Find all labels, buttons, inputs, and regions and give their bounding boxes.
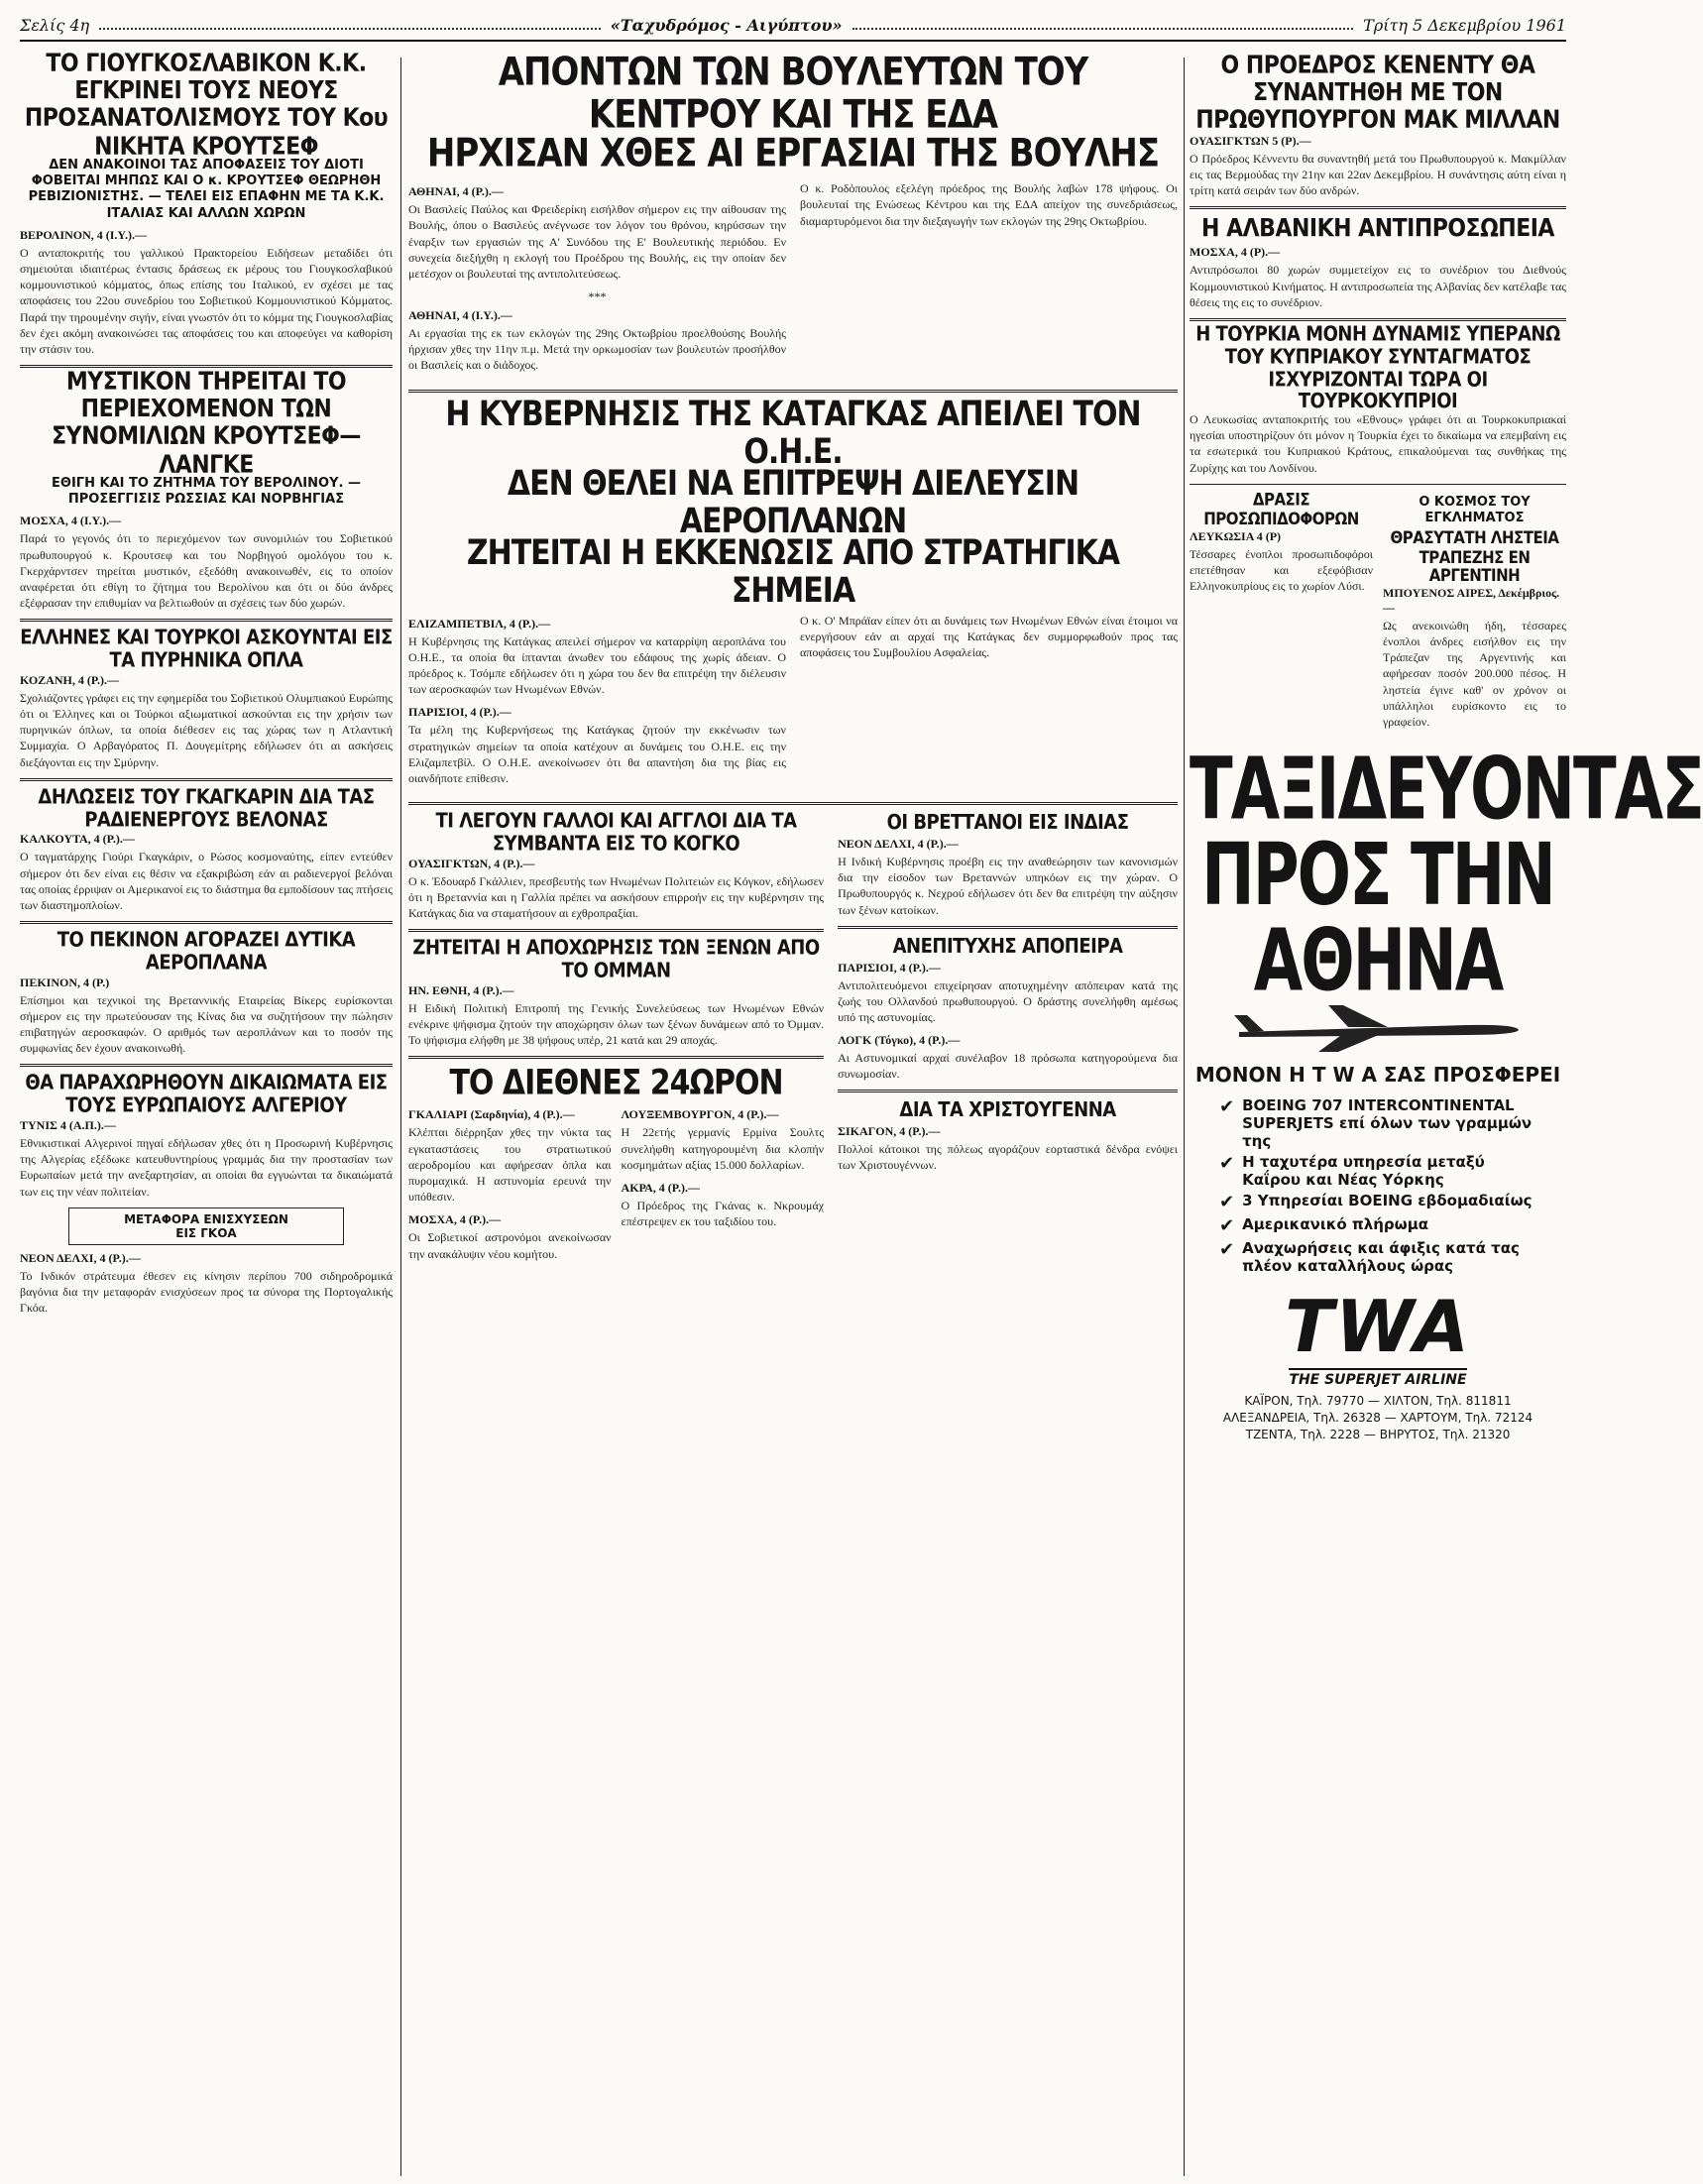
article-body: Αι εργασίαι της εκ των εκλογών της 29ης Οκτωβρίου προελθούσης Βουλής ήρχισαν χθες την 11ην π.μ. Μετά την ορκωμοσίαν των βουλευτών προσήλθον οι Βασιλείς και ο διάδοχος. [408,326,786,373]
dateline: ΟΥΑΣΙΓΚΤΩΝ 5 (Ρ).— [1190,133,1311,148]
article-body: Σχολιάζοντες γράφει εις την εφημερίδα του Σοβιετικού Ολυμπιακού Ευρώπης ότι οι Έλληνες και οι Τούρκοι αξιωματικοί ασκούνται εις την χρήσιν των πυρηνικών όπλων, τα οποία διέθεσεν εις τας χώρας των η Ατλαντική Συμμαχία. Ο Αρβαγόρατος Π. Δουγεμίτρης εδήλωσεν ότι αι ασκήσεις διεξάγονται εις την Σμύρνην. [20,690,393,769]
ad-feature-text: Η ταχυτέρα υπηρεσία μεταξύ Καΐρου και Νέας Υόρκης [1242,1153,1485,1190]
article-body: Ο Πρόεδρος της Γκάνας κ. Νκρουμάχ επέστρεψεν εκ του ταξιδίου του. [621,1199,825,1229]
article-body: Τέσσαρες ένοπλοι προσωπιδοφόροι επετέθησαν και εξεφόβισαν Ελληνοκυπρίους εις το χωρίον Λύσι. [1190,546,1373,594]
page-number: Σελίς 4η [20,15,90,35]
dateline: ΛΟΥΞΕΜΒΟΥΡΓΟΝ, 4 (Ρ.).— [621,1107,779,1122]
article-body: Εθνικιστικαί Αλγερινοί πηγαί εδήλωσαν χθες ότι η Προσωρινή Κυβέρνησις της Αλγερίας εξέδωκε κατευθυντηρίους γραμμάς δια την προστασίαν των Ευρωπαίων μετά την ανεξαρτησίαν, αι οποίαι θα εγγυώνται τα δικαιώματά των εις την νέαν πολιτείαν. [20,1136,393,1199]
box-line: ΜΕΤΑΦΟΡΑ ΕΝΙΣΧΥΣΕΩΝ [124,1211,288,1226]
divider [1190,206,1566,209]
article-body: Οι Βασιλείς Παύλος και Φρειδερίκη εισήλθον σήμερον εις την αίθουσαν της Βουλής, όπου ο Βασιλεύς ανέγνωσε τον λόγον του θρόνου, κηρύσσων την έναρξιν των εργασιών της Α' Συνόδου της Ε' Βουλευτικής περιόδου. Εν συνεχεία διεξήχθη η εκλογή του Προέδρου της Βουλής, εις την οποίαν δεν μετέσχον οι βουλευταί της αντιπολιτεύσεως. [408,202,786,281]
col4-split [1190,489,1566,738]
divider [20,1064,393,1067]
article-body: Αντιπολιτευόμενοι επιχείρησαν αποτυχημένην απόπειραν κατά της ζωής του Ολλανδού πρωθυπουργού. Ο δράστης συνελήφθη αμέσως υπό της αστυνομίας. [838,977,1178,1024]
divider [408,802,1178,805]
twa-logo: TWA [1285,1285,1471,1369]
headline: ΟΙ ΒΡΕΤΤΑΝΟΙ ΕΙΣ ΙΝΔΙΑΣ [886,810,1129,835]
checkmark-icon: ✔ [1219,1192,1235,1213]
dateline: ΜΟΣΧΑ, 4 (Ρ.).— [408,1212,502,1227]
checkmark-icon: ✔ [1219,1153,1235,1175]
headline: Η ΑΛΒΑΝΙΚΗ ΑΝΤΙΠΡΟΣΩΠΕΙΑ [1201,214,1554,243]
headline: ΔΡΑΣΙΣ ΠΡΟΣΩΠΙΔΟΦΟΡΩΝ [1203,489,1359,528]
article-body: Η Ινδική Κυβέρνησις προέβη εις την αναθεώρησιν των κανονισμών δια την είσοδον των Βρεταννών υπηκόων εις την χώραν. Ο Πρωθυπουργός κ. Νεχρού εδήλωσεν ότι δεν θα επιτρέψη την αύξησιν των ξένων κατοίκων. [838,854,1178,917]
ad-feature-item [1219,1239,1536,1275]
ad-feature-item [1219,1192,1536,1212]
ad-headline-line: ΤΑΞΙΔΕΥΟΝΤΑΣ [1190,741,1703,841]
dateline: ΠΑΡΙΣΙΟΙ, 4 (Ρ.).— [838,960,941,975]
divider [1190,484,1566,485]
issue-date: Τρίτη 5 Δεκεμβρίου 1961 [1363,15,1567,35]
article-peking-planes [20,928,393,1056]
headline: ΜΥΣΤΙΚΟΝ ΤΗΡΕΙΤΑΙ ΤΟ ΠΕΡΙΕΧΟΜΕΝΟΝ ΤΩΝ ΣΥΝΟΜΙΛΙΩΝ ΚΡΟΥΤΣΕΦ—ΛΑΝΓΚΕ [52,367,361,479]
lead-story [408,180,1178,382]
masthead-dots [99,20,601,30]
article-algeria [20,1071,393,1316]
box-line: ΕΙΣ ΓΚΟΑ [175,1225,237,1240]
dateline: ΑΘΗΝΑΙ, 4 (Ι.Υ.).— [408,308,512,323]
headline: ΔΗΛΩΣΕΙΣ ΤΟΥ ΓΚΑΓΚΑΡΙΝ ΔΙΑ ΤΑΣ ΡΑΔΙΕΝΕΡΓΟΥΣ ΒΕΛΟΝΑΣ [38,784,375,832]
dateline: ΝΕΟΝ ΔΕΛΧΙ, 4 (Ρ.).— [838,836,959,851]
ad-contacts [1190,1393,1566,1442]
checkmark-icon: ✔ [1219,1215,1235,1237]
article-body: Τα μέλη της Κυβερνήσεως της Κατάγκας ζητούν την εκκένωσιν των στρατηγικών σημείων τα οποία κατέχουν αι δυνάμεις του Ο.Η.Ε. εις την Ελιζαμπετβίλ. Ο Ο.Η.Ε. ανεκοίνωσεν ότι θα απαντήση δια της βίας εις οιανδήποτε επίθεσιν. [408,723,786,785]
dateline: ΛΕΥΚΩΣΙΑ 4 (Ρ) [1190,528,1282,543]
checkmark-icon: ✔ [1219,1239,1235,1261]
article-body: Ο ταγματάρχης Γιούρι Γκαγκάριν, ο Ρώσος κοσμοναύτης, είπεν εντεύθεν σήμερον ότι δεν είναι εις θέσιν να εξακριβώση εάν αι ραδιενεργοί βελόναι τας οποίας έρριψαν οι Αμερικανοί εις το διάστημα θα εμποδίσουν τας πτήσεις των διαστημοπλοίων. [20,850,393,912]
article-body: Ο ανταποκριτής του γαλλικού Πρακτορείου Ειδήσεων μεταδίδει ότι σημειούται ιδιαιτέρως έντασις δράσεως εκ μέρους του Γιουγκοσλαβικού κομμουνιστικού κόμματος, όπως επίσης του Ιταλικού, εν σχέσει με τας αποφάσεις του 22ου συνεδρίου του Σοβιετικού Κομμουνιστικού Κόμματος. Παρά την τηρουμένην σιγήν, είναι γνωστόν ότι το κόμμα της Γιουγκοσλαβίας δεν έχει ακόμη ανακοινώσει τας αποφάσεις του και αποφεύγει να καθορίση την στάσιν του. [20,245,393,356]
article-yugoslav-party [20,49,393,357]
ad-tagline: ΜΟΝΟΝ Η T W A ΣΑΣ ΠΡΟΣΦΕΡΕΙ [1194,1063,1561,1088]
second-headline: ΔΕΝ ΘΕΛΕΙ ΝΑ ΕΠΙΤΡΕΨΗ ΔΙΕΛΕΥΣΙΝ ΑΕΡΟΠΛΑΝΩΝ [507,463,1079,541]
headline: ΘΡΑΣΥΤΑΤΗ ΛΗΣΤΕΙΑ ΤΡΑΠΕΖΗΣ ΕΝ ΑΡΓΕΝΤΙΝΗ [1390,527,1559,587]
ad-feature-item [1219,1215,1536,1236]
ad-feature-text: Αναχωρήσεις και άφιξις κατά τας πλέον καταλλήλους ώρας [1242,1239,1520,1276]
masthead [20,10,1566,42]
second-headline: ΖΗΤΕΙΤΑΙ Η ΕΚΚΕΝΩΣΙΣ ΑΠΟ ΣΤΡΑΤΗΓΙΚΑ ΣΗΜΕΙΑ [466,532,1120,611]
article-body: Πολλοί κάτοικοι της πόλεως αγοράζουν εορταστικά δένδρα ενόψει των Χριστουγέννων. [838,1142,1178,1173]
article-body: Κλέπται διέρρηξαν χθες την νύκτα τας εγκαταστάσεις του στρατιωτικού αεροδρομίου και αφήρεσαν όπλα και πυρομαχικά. Η αστυνομία ερευνά την υπόθεσιν. [408,1125,612,1205]
article-khrushchev-lange [20,367,393,611]
column-rule [400,57,401,2176]
separator-stars: *** [588,289,607,304]
col4-right [1383,493,1566,738]
dateline: ΚΟΖΑΝΗ, 4 (Ρ.).— [20,672,120,687]
ad-feature-text: BOEING 707 INTERCONTINENTAL SUPERJETS επί όλων των γραμμών της [1242,1096,1533,1151]
dateline: ΒΕΡΟΛΙΝΟΝ, 4 (Ι.Υ.).— [20,227,147,242]
headline: ΖΗΤΕΙΤΑΙ Η ΑΠΟΧΩΡΗΣΙΣ ΤΩΝ ΞΕΝΩΝ ΑΠΟ ΤΟ ΟΜΜΑΝ [412,936,820,983]
subheadline: ΕΘΙΓΗ ΚΑΙ ΤΟ ΖΗΤΗΜΑ ΤΟΥ ΒΕΡΟΛΙΝΟΥ. — ΠΡΟΣΕΓΓΙΣΙΣ ΡΩΣΣΙΑΣ ΚΑΙ ΝΟΡΒΗΓΙΑΣ [52,475,361,508]
article-body: Ο Πρόεδρος Κέννεντυ θα συναντηθή μετά του Πρωθυπουργού κ. Μακμίλλαν εις τας Βερμούδας την 21ην και 22αν Δεκεμβρίου. Η συνάντησις αύτη είναι η τρίτη κατά σειράν των δύο ανδρών. [1190,151,1566,197]
twa-advertisement [1190,741,1703,1442]
ad-feature-item [1219,1096,1536,1150]
divider [408,1056,824,1059]
dateline: ΗΝ. ΕΘΝΗ, 4 (Ρ.).— [408,982,514,997]
digest-col [622,1103,825,1269]
ad-headline [1190,741,1703,1012]
headline: ΤΟ ΓΙΟΥΓΚΟΣΛΑΒΙΚΟΝ Κ.Κ. ΕΓΚΡΙΝΕΙ ΤΟΥΣ ΝΕΟΥΣ ΠΡΟΣΑΝΑΤΟΛΙΣΜΟΥΣ ΤΟΥ Κου ΝΙΚΗΤΑ ΚΡΟΥΤΣΕΦ [24,49,389,161]
article-body: Παρά το γεγονός ότι το περιεχόμενον των συνομιλιών του Σοβιετικού πρωθυπουργού κ. Κρουτσεφ και του Νορβηγού ομολόγου του κ. Γκερχάρντσεν τηρείται μυστικόν, εξεδόθη ανακοινωθέν, εις το οποίον αναφέρεται ότι εθίγη το ζήτημα του Βερολίνου και ότι οι δύο άνδρες εξέφρασαν την επιθυμίαν να βελτιωθούν αι σχέσεις των δύο χωρών. [20,531,393,611]
lead-story-col [800,180,1178,382]
article-body: Η Ειδική Πολιτική Επιτροπή της Γενικής Συνελεύσεως των Ηνωμένων Εθνών ενέκρινε ψήφισμα ζητούν την αποχώρησιν όλων των ξένων δυνάμεων από το Όμμαν. Το ψήφισμα ελήφθη με 38 ψήφους υπέρ, 21 κατά και 29 αποχάς. [408,1000,825,1048]
headline: Η ΤΟΥΡΚΙΑ ΜΟΝΗ ΔΥΝΑΜΙΣ ΥΠΕΡΑΝΩ ΤΟΥ ΚΥΠΡΙΑΚΟΥ ΣΥΝΤΑΓΜΑΤΟΣ ΙΣΧΥΡΙΖΟΝΤΑΙ ΤΩΡΑ ΟΙ ΤΟΥΡΚΟΚΥΠΡΙΟΙ [1195,321,1560,414]
ad-headline-line: ΑΘΗΝΑ [1253,912,1503,1012]
divider [1190,318,1566,321]
headline: Ο ΠΡΟΕΔΡΟΣ ΚΕΝΕΝΤΥ ΘΑ ΣΥΝΑΝΤΗΘΗ ΜΕ ΤΟΝ ΠΡΩΘΥΠΟΥΡΓΟΝ ΜΑΚ ΜΙΛΛΑΝ [1195,51,1560,135]
ad-slogan: THE SUPERJET AIRLINE [1289,1368,1466,1388]
newspaper-page [20,10,1703,2176]
headline: ΔΙΑ ΤΑ ΧΡΙΣΤΟΥΓΕΝΝΑ [899,1097,1116,1122]
katanga-col [408,613,786,795]
headline: ΤΟ ΠΕΚΙΝΟΝ ΑΓΟΡΑΖΕΙ ΔΥΤΙΚΑ ΑΕΡΟΠΛΑΝΑ [57,928,356,975]
article-gagarin [20,784,393,913]
dateline: ΑΚΡΑ, 4 (Ρ.).— [621,1181,701,1196]
katanga-story [408,613,1178,795]
divider [408,929,824,932]
subheadline: ΔΕΝ ΑΝΑΚΟΙΝΟΙ ΤΑΣ ΑΠΟΦΑΣΕΙΣ ΤΟΥ ΔΙΟΤΙ ΦΟΒΕΙΤΑΙ ΜΗΠΩΣ ΚΑΙ Ο κ. ΚΡΟΥΤΣΕΦ ΘΕΩΡΗΘΗ ΡΕΒΙΖΙΟΝΙΣΤΗΣ. — ΤΕΛΕΙ ΕΙΣ ΕΠΑΦΗΝ ΜΕ ΤΑ Κ.Κ. ΙΤΑΛΙΑΣ ΚΑΙ ΑΛΛΩΝ ΧΩΡΩΝ [28,157,385,221]
contact-line: ΤΖΕΝΤΑ, Τηλ. 2228 — ΒΗΡΥΤΟΣ, Τηλ. 21320 [1245,1427,1511,1441]
article-body: Αι Αστυνομικαί αρχαί συνέλαβον 18 πρόσωπα κατηγορούμενα δια συνωμοσίαν. [838,1051,1178,1082]
contact-line: ΚΑΪΡΟΝ, Τηλ. 79770 — ΧΙΛΤΟΝ, Τηλ. 811811 [1244,1394,1512,1409]
article-body: Επίσημοι και τεχνικοί της Βρεταννικής Εταιρείας Βίκερς ευρίσκονται σήμερον εις την πρωτεύουσαν της Κίνας δια να συζητήσουν την πώλησιν επιβατηγών αεροσκαφών. Ο αριθμός των αεροπλάνων και το ποσόν της συμφωνίας δεν έχουν ανακοινωθή. [20,992,393,1056]
dateline: ΟΥΑΣΙΓΚΤΩΝ, 4 (Ρ.).— [408,856,535,870]
dateline: ΜΟΣΧΑ, 4 (Ι.Υ.).— [20,514,122,528]
second-headline: Η ΚΥΒΕΡΝΗΣΙΣ ΤΗΣ ΚΑΤΑΓΚΑΣ ΑΠΕΙΛΕΙ ΤΟΝ Ο.Η.Ε. [445,394,1141,472]
dateline: ΠΑΡΙΣΙΟΙ, 4 (Ρ.).— [408,705,511,720]
divider [838,1090,1178,1092]
main-headline: ΗΡΧΙΣΑΝ ΧΘΕΣ ΑΙ ΕΡΓΑΣΙΑΙ ΤΗΣ ΒΟΥΛΗΣ [426,130,1160,176]
divider [838,926,1178,929]
divider [20,619,393,622]
center-section [408,50,1178,1270]
article-nuclear-weapons [20,626,393,770]
article-body: Ο κ. Ο' Μπράϊαν είπεν ότι αι δυνάμεις των Ηνωμένων Εθνών είναι έτοιμοι να ενεργήσουν εάν αι αρχαί της Κατάγκας δεν συμμορφωθούν προς τας αποφάσεις του Συμβουλίου Ασφαλείας. [800,613,1178,660]
contact-line: ΑΛΕΞΑΝΔΡΕΙΑ, Τηλ. 26328 — ΧΑΡΤΟΥΜ, Τηλ. 72124 [1222,1410,1533,1425]
katanga-col [800,613,1178,795]
kicker: Ο ΚΟΣΜΟΣ ΤΟΥ ΕΓΚΛΗΜΑΤΟΣ [1419,494,1531,526]
dateline: ΜΟΣΧΑ, 4 (Ρ).— [1190,245,1281,260]
ad-headline-line: ΠΡΟΣ ΤΗΝ [1201,826,1554,926]
digest-col [408,1103,612,1269]
dateline: ΓΚΑΛΙΑΡΙ (Σαρδηνία), 4 (Ρ.).— [408,1107,575,1122]
lower-left [408,809,825,1270]
dateline: ΤΥΝΙΣ 4 (Α.Π.).— [20,1118,116,1133]
ad-feature-list [1219,1096,1536,1275]
boxed-headline [68,1207,343,1245]
article-body: Ως ανεκοινώθη ήδη, τέσσαρες ένοπλοι άνδρες εισήλθον εις την Τράπεζαν της Αργεντινής και αφήρεσαν ποσόν 200.000 πέσος. Η ληστεία έγινε καθ' ον χρόνον οι υπάλληλοι ευρίσκοντο εις το γραφείον. [1383,618,1566,729]
dateline: ΛΟΓΚ (Τόγκο), 4 (Ρ.).— [838,1033,961,1048]
dateline: ΜΠΟΥΕΝΟΣ ΑΙΡΕΣ, Δεκέμβριος.— [1383,585,1560,615]
article-body: Ο κ. Ροδόπουλος εξελέγη πρόεδρος της Βουλής λαβών 178 ψήφους. Οι βουλευταί της Ενώσεως Κέντρου και της ΕΔΑ απείχον της συνεδριάσεως, διαμαρτυρόμενοι δια την διεξαγωγήν των εκλογών της 29ης Οκτωβρίου. [800,181,1178,228]
lower-center [408,809,1178,1270]
main-headline: ΑΠΟΝΤΩΝ ΤΩΝ ΒΟΥΛΕΥΤΩΝ ΤΟΥ ΚΕΝΤΡΟΥ ΚΑΙ ΤΗΣ ΕΔΑ [498,50,1088,139]
ad-feature-item [1219,1153,1536,1189]
column-rule [1184,57,1185,2176]
article-body: Ο Λευκωσίας ανταποκριτής του «Εθνους» γράφει ότι αι Τουρκοκυπριακαί ηγεσίαι υποστηρίζουν ότι μόνον η Τουρκία έχει το δικαίωμα να επεμβαίνη εις τα εσωτερικά του Κυπριακού Κράτους, επικαλούμεναι τας συνθήκας της Ζυρίχης και του Λονδίνου. [1190,412,1566,475]
dateline: ΝΕΟΝ ΔΕΛΧΙ, 4 (Ρ.).— [20,1250,141,1265]
headline: ΤΙ ΛΕΓΟΥΝ ΓΑΛΛΟΙ ΚΑΙ ΑΓΓΛΟΙ ΔΙΑ ΤΑ ΣΥΜΒΑΝΤΑ ΕΙΣ ΤΟ ΚΟΓΚΟ [435,809,797,856]
headline: ΘΑ ΠΑΡΑΧΩΡΗΘΟΥΝ ΔΙΚΑΙΩΜΑΤΑ ΕΙΣ ΤΟΥΣ ΕΥΡΩΠΑΙΟΥΣ ΑΛΓΕΡΙΟΥ [25,1071,388,1118]
dateline: ΚΑΛΚΟΥΤΑ, 4 (Ρ.).— [20,832,135,847]
dateline: ΑΘΗΝΑΙ, 4 (Ρ.).— [408,184,504,199]
article-body: Ο κ. Έδουαρδ Γκάλλιεν, πρεσβευτής των Ηνωμένων Πολιτειών εις Κόγκον, εδήλωσεν ότι η Βρεταννία και η Γαλλία πρέπει να ασκήσουν επιρροήν εις την κυβέρνησιν της Κατάγκας δια να σταματήσουν αι εχθροπραξίαι. [408,873,825,921]
divider [408,390,1178,393]
headline: ΑΝΕΠΙΤΥΧΗΣ ΑΠΟΠΕΙΡΑ [892,934,1123,959]
masthead-dots [852,20,1354,30]
col4-left [1190,489,1373,738]
article-body: Το Ινδικόν στράτευμα έθεσεν εις κίνησιν περίπου 700 σιδηροδρομικά βαγόνια δια την μεταφοράν ενισχύσεων προς τα σύνορα της Πορτογαλικής Γκόα. [20,1268,393,1316]
divider [20,921,393,924]
dateline: ΣΙΚΑΓΟΝ, 4 (Ρ.).— [838,1124,941,1139]
checkmark-icon: ✔ [1219,1096,1235,1118]
ad-feature-text: Αμερικανικό πλήρωμα [1242,1215,1429,1234]
dateline: ΠΕΚΙΝΟΝ, 4 (Ρ.) [20,975,110,989]
lower-right [838,810,1178,1270]
digest [408,1103,824,1269]
column-4 [1190,51,1703,1443]
ad-feature-text: 3 Υπηρεσίαι BOEING εβδομαδιαίως [1242,1192,1533,1210]
newspaper-name: «Ταχυδρόμος - Αιγύπτου» [610,15,843,35]
dateline: ΕΛΙΖΑΜΠΕΤΒΙΛ, 4 (Ρ.).— [408,616,551,631]
article-body: Οι Σοβιετικοί αστρονόμοι ανεκοίνωσαν την ανακάλυψιν νέου κομήτου. [408,1230,612,1261]
article-body: Αντιπρόσωποι 80 χωρών συμμετείχον εις το συνέδριον του Διεθνούς Κομμουνιστικού Κινήματος. Η αντιπροσωπεία της Αλβανίας δεν κατέλαβε τας θέσεις της εις το συνέδριον. [1190,263,1566,309]
column-1 [20,49,393,1323]
article-body: Η 22ετής γερμανίς Ερμίνα Σουλτς συνελήφθη κατηγορουμένη δια κλοπήν κοσμημάτων αξίας 15.000 δολλαρίων. [621,1125,825,1172]
divider [20,778,393,781]
article-body: Η Κυβέρνησις της Κατάγκας απειλεί σήμερον να καταρρίψη αεροπλάνα του Ο.Η.Ε., τα οποία θα ίπτανται άνωθεν του εδάφους της χωρίς άδειαν. Ο πρόεδρος κ. Τσόμπε εδήλωσεν ότι η χώρα του δεν θα επιτρέψη την διέλευσιν των αεροσκαφών των Ηνωμένων Εθνών. [408,633,786,697]
lead-story-col [408,180,786,382]
headline: ΤΟ ΔΙΕΘΝΕΣ 24ΩΡΟΝ [449,1063,783,1104]
headline: ΕΛΛΗΝΕΣ ΚΑΙ ΤΟΥΡΚΟΙ ΑΣΚΟΥΝΤΑΙ ΕΙΣ ΤΑ ΠΥΡΗΝΙΚΑ ΟΠΛΑ [20,626,393,673]
